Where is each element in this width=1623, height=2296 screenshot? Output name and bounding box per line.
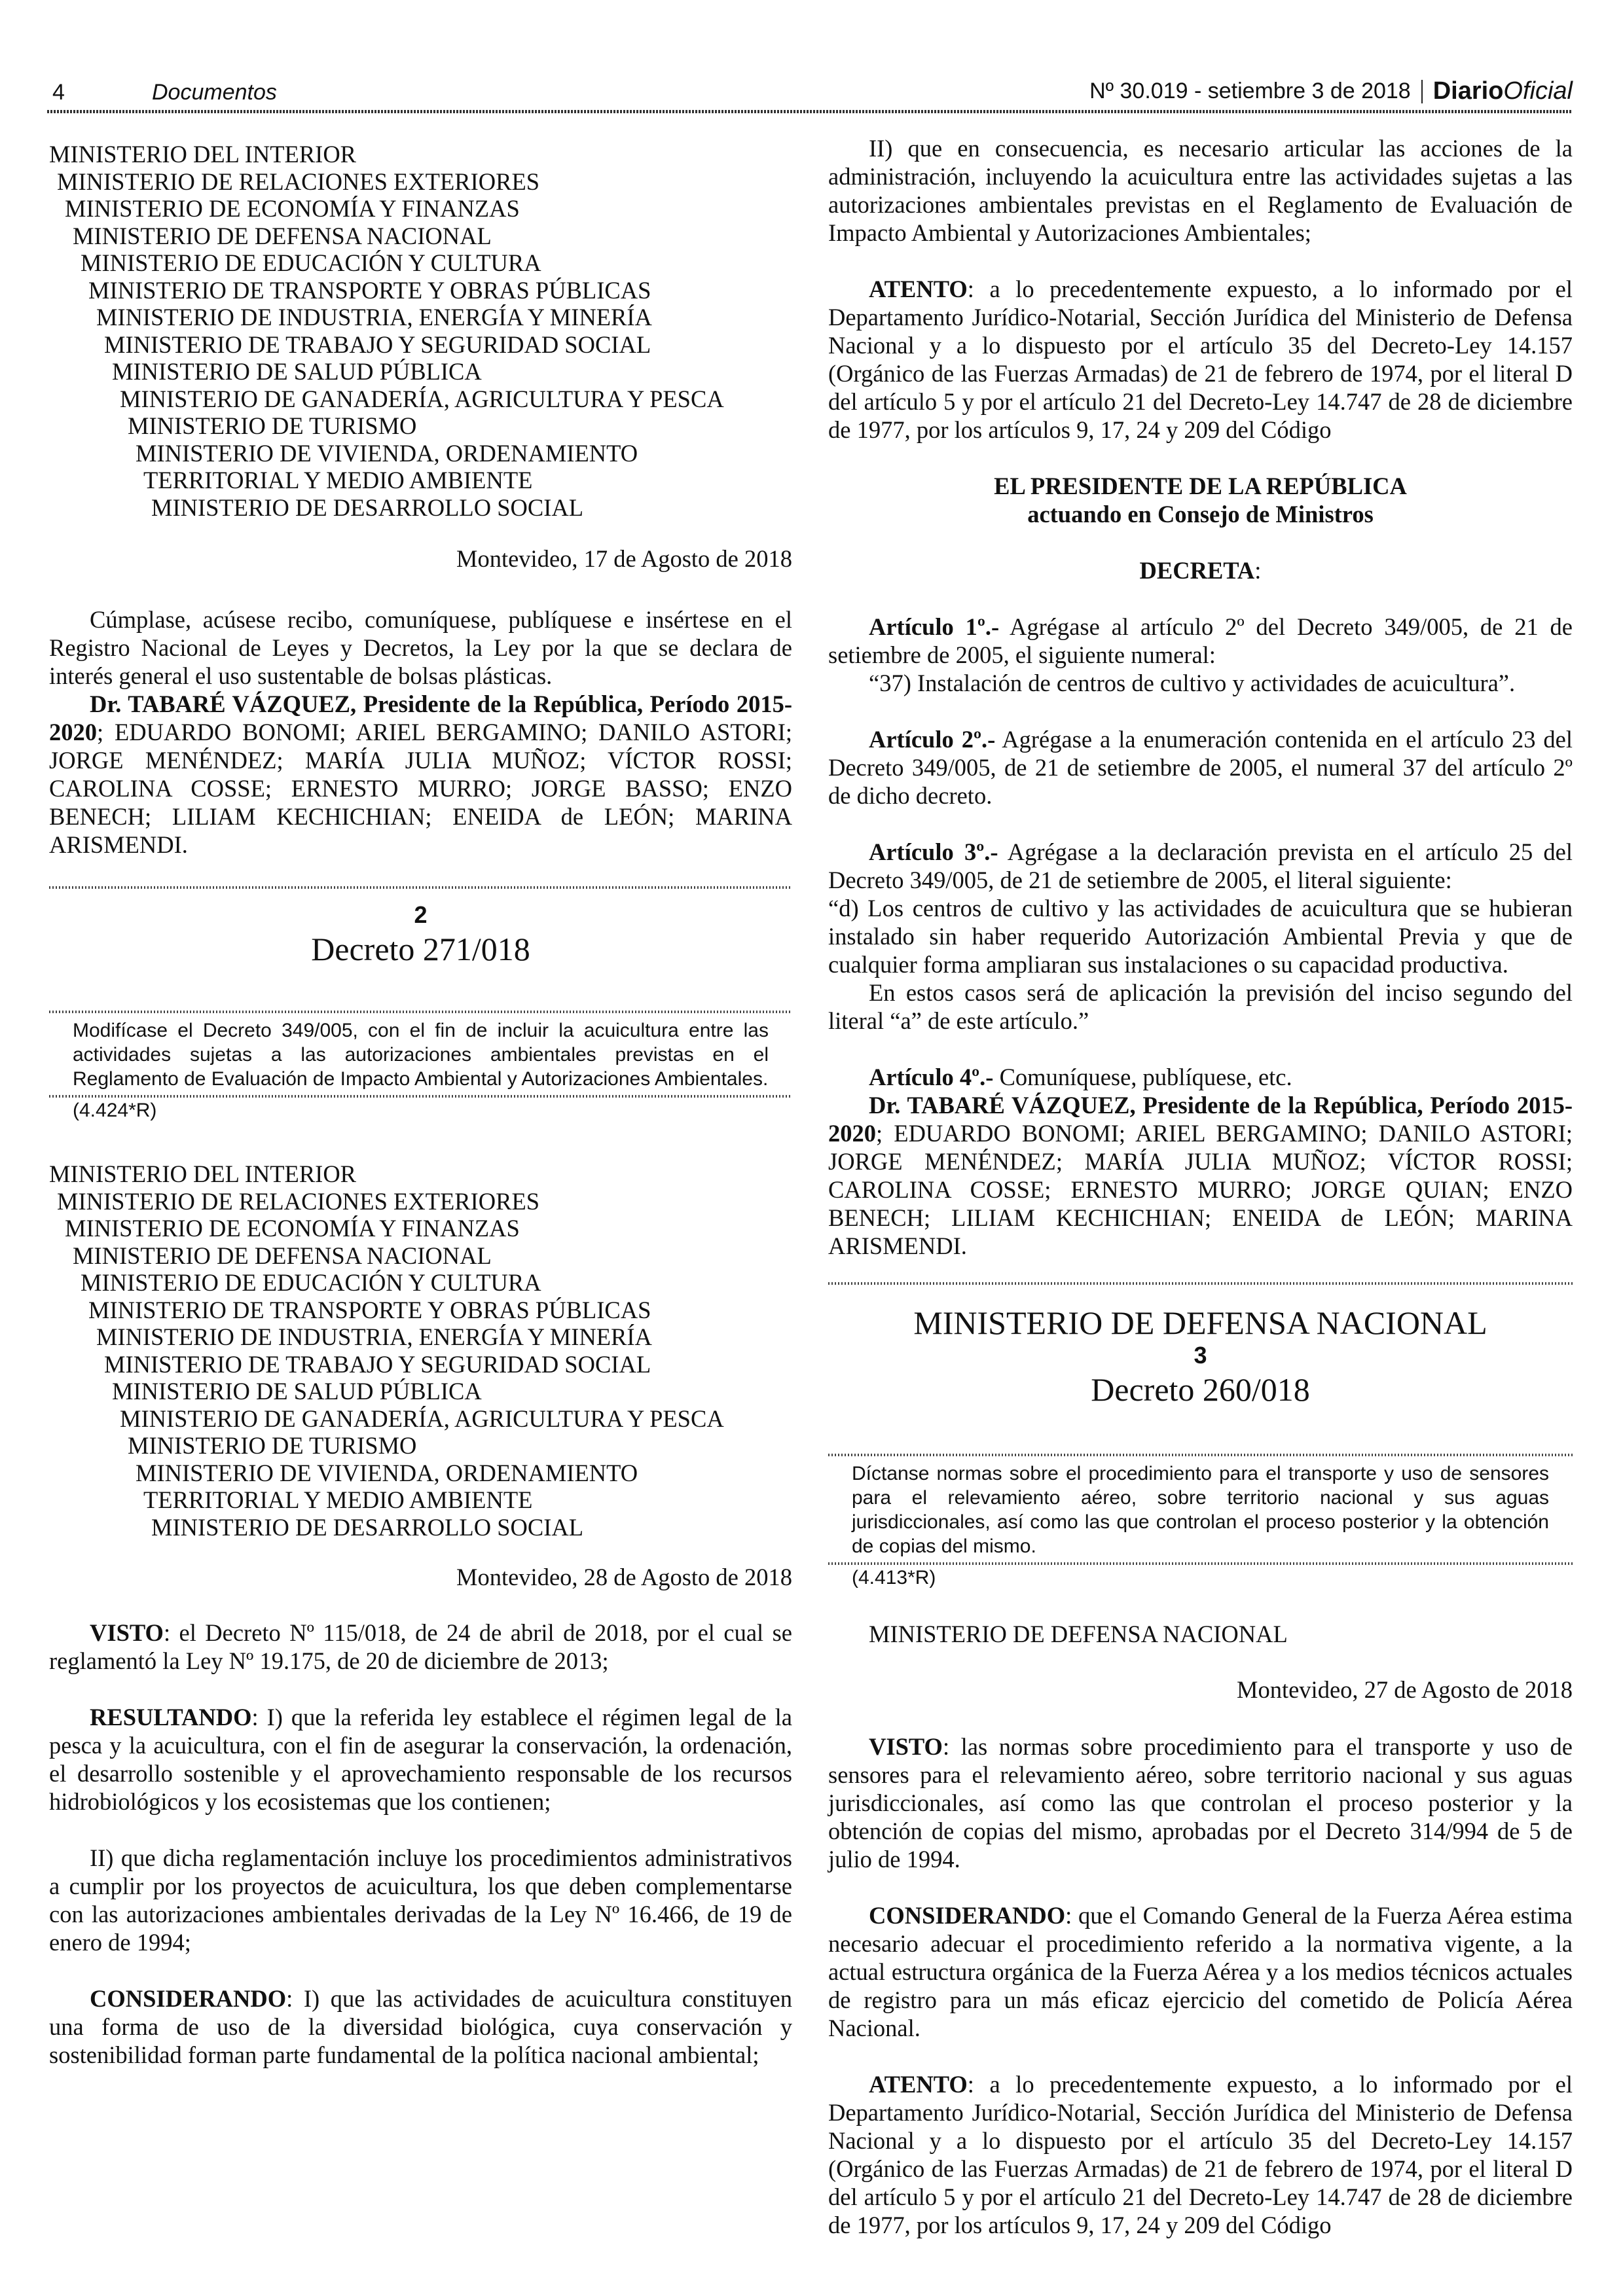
signature-ministers: ; EDUARDO BONOMI; ARIEL BERGAMINO; DANILO ASTORI; JORGE MENÉNDEZ; MARÍA JULIA MUÑOZ; VÍCTOR ROSSI; CAROLINA COSSE; ERNESTO MURRO; JORGE QUIAN; ENZO BENECH; LILIAM KECHICHIAN; ENEIDA de LEÓN; MARINA ARISMENDI.	[828, 1120, 1573, 1259]
article-1	[828, 613, 1573, 669]
considerando-text: : que el Comando General de la Fuerza Aérea estima necesario adecuar el procedimiento referido a la normativa vigente, a la actual estructura orgánica de la Fuerza Aérea y a los medios técnicos actuales de registro para un más eficaz ejercicio del cometido de Policía Aérea Nacional.	[828, 1902, 1573, 2041]
article-1-label: Artículo 1º.-	[869, 613, 1000, 640]
ministry-item: MINISTERIO DE TURISMO	[128, 412, 417, 439]
atento-paragraph	[828, 275, 1573, 444]
ministry-item: MINISTERIO DE SALUD PÚBLICA	[112, 358, 482, 385]
ministry-item: MINISTERIO DE DEFENSA NACIONAL	[73, 222, 492, 249]
council-heading: actuando en Consejo de Ministros	[1027, 501, 1374, 528]
ministry-item: TERRITORIAL Y MEDIO AMBIENTE	[143, 467, 533, 493]
considerando-text: : I) que las actividades de acuicultura constituyen una forma de uso de la diversidad biológica, cuya conservación y sostenibilidad forman parte fundamental de la política nacional ambiental;	[49, 1985, 792, 2068]
considerando-ii-paragraph: II) que en consecuencia, es necesario articular las acciones de la administración, incluyendo la acuicultura entre las actividades sujetas a las autorizaciones ambientales previstas en el Reglamento de Evaluación de Impacto Ambiental y Autorizaciones Ambientales;	[828, 135, 1573, 246]
article-3	[828, 838, 1573, 894]
brand-logo-light: Oficial	[1503, 77, 1573, 105]
left-column	[49, 134, 792, 2069]
issue-number-date: Nº 30.019 - setiembre 3 de 2018	[1089, 79, 1411, 103]
signature-paragraph	[828, 1091, 1573, 1260]
article-4-label: Artículo 4º.-	[869, 1064, 994, 1090]
decreta-heading	[828, 556, 1573, 584]
ministry-item: MINISTERIO DE DESARROLLO SOCIAL	[151, 493, 584, 521]
decree-summary: Modifícase el Decreto 349/005, con el fin de incluir la acuicultura entre las actividades sujetas a las autorizaciones ambientales previstas en el Reglamento de Evaluación de Impacto Ambiental y Autorizaciones Ambientales.	[73, 1020, 769, 1090]
article-1-text: Agrégase al artículo 2º del Decreto 349/005, de 21 de setiembre de 2005, el siguiente numeral:	[828, 613, 1573, 668]
ministry-item: MINISTERIO DE TRABAJO Y SEGURIDAD SOCIAL	[104, 1350, 651, 1378]
ministry-item: MINISTERIO DE VIVIENDA, ORDENAMIENTO	[136, 439, 638, 467]
header-rule	[47, 110, 1573, 113]
cumplase-paragraph: Cúmplase, acúsese recibo, comuníquese, publíquese e insértese en el Registro Nacional de Leyes y Decretos, la Ley por la que se declara de interés general el uso sustentable de bolsas plásticas.	[49, 606, 792, 689]
article-3-continuation: En estos casos será de aplicación la previsión del inciso segundo del literal “a” de este artículo.”	[828, 979, 1573, 1034]
ministry-item: MINISTERIO DEL INTERIOR	[49, 141, 357, 168]
ministry-item: MINISTERIO DE GANADERÍA, AGRICULTURA Y PESCA	[120, 385, 724, 412]
ministry-item: MINISTERIO DEL INTERIOR	[49, 1160, 357, 1187]
section-label: Documentos	[152, 80, 277, 105]
resultando-ii-paragraph: II) que dicha reglamentación incluye los procedimientos administrativos a cumplir por los proyectos de acuicultura, los que deben complementarse con las autorizaciones ambientales derivadas de la Ley Nº 16.466, de 19 de enero de 1994;	[49, 1844, 792, 1956]
ministry-item: MINISTERIO DE SALUD PÚBLICA	[112, 1378, 482, 1405]
considerando-paragraph	[49, 1984, 792, 2069]
visto-paragraph	[49, 1619, 792, 1675]
date-line: Montevideo, 27 de Agosto de 2018	[1237, 1676, 1573, 1703]
decree-title: Decreto 271/018	[311, 931, 530, 967]
signature-paragraph	[49, 690, 792, 859]
considerando-label: CONSIDERANDO	[869, 1902, 1066, 1929]
page-header	[47, 77, 1573, 110]
visto-text: : las normas sobre procedimiento para el transporte y uso de sensores para el relevamiento aéreo, sobre territorio nacional y sus aguas jurisdiccionales, así como las que controlan el proceso posterior y la obtención de copias del mismo, aprobadas por el Decreto 314/994 de 5 de julio de 1994.	[828, 1733, 1573, 1873]
article-3-text: Agrégase a la declaración prevista en el artículo 25 del Decreto 349/005, de 21 de setiembre de 2005, el literal siguiente:	[828, 838, 1573, 893]
ministry-item: MINISTERIO DE DEFENSA NACIONAL	[73, 1242, 492, 1269]
ministry-item: MINISTERIO DE TRANSPORTE Y OBRAS PÚBLICAS	[88, 276, 651, 304]
ministry-heading: MINISTERIO DE DEFENSA NACIONAL	[913, 1304, 1487, 1341]
visto-label: VISTO	[869, 1733, 943, 1760]
atento-paragraph	[828, 2070, 1573, 2239]
date-line: Montevideo, 17 de Agosto de 2018	[456, 545, 792, 572]
ministry-item: MINISTERIO DE GANADERÍA, AGRICULTURA Y PESCA	[120, 1405, 724, 1432]
decreta-colon: :	[1254, 557, 1262, 584]
header-separator	[1421, 80, 1423, 103]
ministry-item: MINISTERIO DE VIVIENDA, ORDENAMIENTO	[136, 1459, 638, 1486]
ministry-item: MINISTERIO DE TURISMO	[128, 1432, 417, 1459]
signature-president: Dr. TABARÉ VÁZQUEZ, Presidente de la República, Período 2015-2020	[49, 691, 792, 745]
decree-summary: Díctanse normas sobre el procedimiento para el transporte y uso de sensores para el relevamiento aéreo, sobre territorio nacional y sus aguas jurisdiccionales, así como las que controlan el proceso posterior y la obtención de copias del mismo.	[852, 1463, 1549, 1557]
considerando-label: CONSIDERANDO	[90, 1985, 287, 2012]
decree-number: 2	[414, 901, 428, 928]
article-4	[828, 1063, 1573, 1091]
resultando-text: : I) que la referida ley establece el régimen legal de la pesca y la acuicultura, con el fin de asegurar la conservación, la ordenación, el desarrollo sostenible y el aprovechamiento responsable de los recursos hidrobiológicos y los ecosistemas que los contienen;	[49, 1704, 792, 1815]
ministry-item: MINISTERIO DE RELACIONES EXTERIORES	[57, 1187, 540, 1215]
ministry-item: TERRITORIAL Y MEDIO AMBIENTE	[143, 1486, 533, 1513]
brand-logo-bold: Diario	[1432, 77, 1504, 105]
right-column	[828, 134, 1573, 2239]
date-line: Montevideo, 28 de Agosto de 2018	[456, 1564, 792, 1590]
ministry-item: MINISTERIO DE DESARROLLO SOCIAL	[151, 1513, 584, 1541]
issue-info	[1089, 77, 1573, 105]
article-2-text: Agrégase a la enumeración contenida en el artículo 23 del Decreto 349/005, de 21 de setiembre de 2005, el numeral 37 del artículo 2º de dicho decreto.	[828, 726, 1573, 809]
ministry-item: MINISTERIO DE EDUCACIÓN Y CULTURA	[81, 1269, 541, 1296]
president-heading: EL PRESIDENTE DE LA REPÚBLICA	[994, 473, 1407, 499]
signature-ministers: ; EDUARDO BONOMI; ARIEL BERGAMINO; DANILO ASTORI; JORGE MENÉNDEZ; MARÍA JULIA MUÑOZ; VÍCTOR ROSSI; CAROLINA COSSE; ERNESTO MURRO; JORGE BASSO; ENZO BENECH; LILIAM KECHICHIAN; ENEIDA de LEÓN; MARINA ARISMENDI.	[49, 719, 792, 858]
ministries-list-a	[49, 141, 792, 521]
ministry-item: MINISTERIO DE ECONOMÍA Y FINANZAS	[65, 195, 520, 222]
visto-label: VISTO	[90, 1619, 164, 1646]
visto-paragraph	[828, 1732, 1573, 1873]
decree-number: 3	[1194, 1342, 1207, 1369]
article-3-quote: “d) Los centros de cultivo y las actividades de acuicultura que se hubieran instalado sin haber requerido Autorización Ambiental Previa y que de cualquier forma ampliaran sus instalaciones o su capacidad productiva.	[828, 895, 1573, 978]
atento-text: : a lo precedentemente expuesto, a lo informado por el Departamento Jurídico-Notarial, Sección Jurídica del Ministerio de Defensa Nacional y a lo dispuesto por el artículo 35 del Decreto-Ley 14.157 (Orgánico de las Fuerzas Armadas) de 21 de febrero de 1974, por el literal D del artículo 5 y por el artículo 21 del Decreto-Ley 14.747 de 28 de diciembre de 1977, por los artículos 9, 17, 24 y 209 del Código	[828, 2071, 1573, 2238]
article-2-label: Artículo 2º.-	[869, 726, 996, 753]
ministry-item: MINISTERIO DE EDUCACIÓN Y CULTURA	[81, 249, 541, 276]
page-number: 4	[52, 80, 65, 105]
ministry-item: MINISTERIO DE INDUSTRIA, ENERGÍA Y MINERÍA	[96, 304, 652, 331]
reference-code: (4.424*R)	[73, 1100, 157, 1121]
ministry-item: MINISTERIO DE ECONOMÍA Y FINANZAS	[65, 1215, 520, 1242]
atento-text: : a lo precedentemente expuesto, a lo informado por el Departamento Jurídico-Notarial, Sección Jurídica del Ministerio de Defensa Nacional y a lo dispuesto por el artículo 35 del Decreto-Ley 14.157 (Orgánico de las Fuerzas Armadas) de 21 de febrero de 1974, por el literal D del artículo 5 y por el artículo 21 del Decreto-Ley 14.747 de 28 de diciembre de 1977, por los artículos 9, 17, 24 y 209 del Código	[828, 276, 1573, 443]
ministry-item: MINISTERIO DE INDUSTRIA, ENERGÍA Y MINERÍA	[96, 1323, 652, 1350]
atento-label: ATENTO	[869, 276, 968, 302]
atento-label: ATENTO	[869, 2071, 968, 2098]
ministry-item: MINISTERIO DE TRABAJO Y SEGURIDAD SOCIAL	[104, 331, 651, 358]
decree-title: Decreto 260/018	[1091, 1371, 1310, 1408]
resultando-label: RESULTANDO	[90, 1704, 252, 1731]
considerando-paragraph	[828, 1901, 1573, 2042]
visto-text: : el Decreto Nº 115/018, de 24 de abril de 2018, por el cual se reglamentó la Ley Nº 19.175, de 20 de diciembre de 2013;	[49, 1619, 792, 1674]
decreta-label: DECRETA	[1139, 557, 1255, 584]
ministry-item: MINISTERIO DE RELACIONES EXTERIORES	[57, 168, 540, 195]
ministry-item: MINISTERIO DE TRANSPORTE Y OBRAS PÚBLICAS	[88, 1296, 651, 1323]
signature-president: Dr. TABARÉ VÁZQUEZ, Presidente de la República, Período 2015-2020	[828, 1092, 1573, 1147]
article-3-label: Artículo 3º.-	[869, 838, 998, 865]
article-1-quote: “37) Instalación de centros de cultivo y actividades de acuicultura”.	[869, 670, 1516, 696]
ministries-list-b	[49, 1160, 792, 1541]
issuing-ministry: MINISTERIO DE DEFENSA NACIONAL	[869, 1621, 1288, 1647]
article-4-text: Comuníquese, publíquese, etc.	[993, 1064, 1292, 1090]
reference-code: (4.413*R)	[852, 1567, 936, 1588]
resultando-paragraph	[49, 1703, 792, 1816]
article-2	[828, 725, 1573, 810]
